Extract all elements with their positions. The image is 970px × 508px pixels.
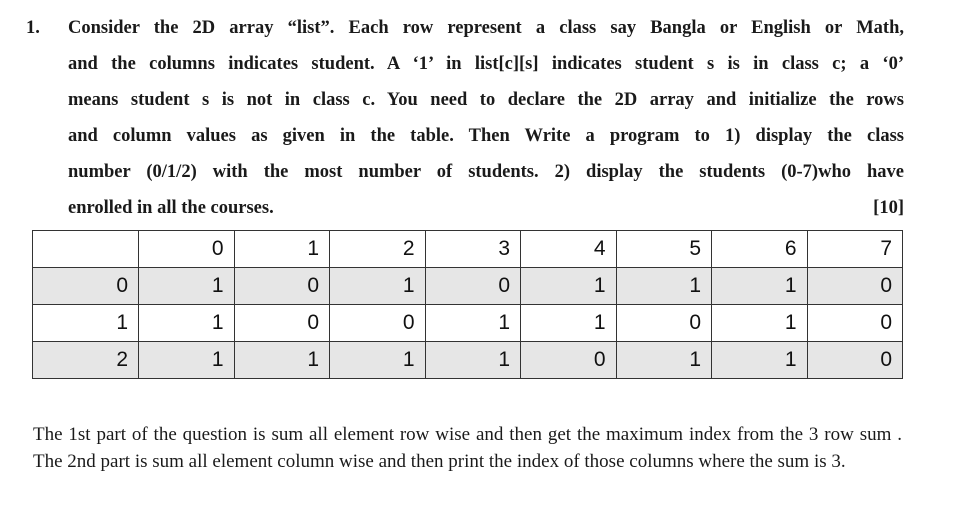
table-corner-cell [33,231,139,268]
column-header: 4 [521,231,617,268]
question-line-2: and the columns indicates student. A ‘1’ in list[c][s] indicates student s is in class c; a ‘0’ [68,54,904,74]
table-cell: 1 [139,305,235,342]
question-number: 1. [26,18,40,38]
table-cell: 0 [330,305,426,342]
column-header: 7 [807,231,903,268]
table-cell: 0 [807,305,903,342]
table-cell: 1 [616,268,712,305]
table-row [33,268,903,305]
answer-paragraph: The 1st part of the question is sum all element row wise and then get the maximum index from the 3 row sum . The 2nd part is sum all element column wise and then print the index of those columns where the sum is 3. [33,424,902,472]
table-cell: 1 [521,305,617,342]
table-cell: 0 [616,305,712,342]
column-header: 3 [425,231,521,268]
table-cell: 0 [807,268,903,305]
row-label: 2 [33,342,139,379]
table-cell: 1 [234,342,330,379]
table-cell: 1 [330,268,426,305]
column-header: 2 [330,231,426,268]
table-row [33,342,903,379]
table-cell: 0 [807,342,903,379]
table-cell: 1 [139,342,235,379]
table-cell: 1 [139,268,235,305]
table-cell: 1 [712,305,808,342]
question-line-4: and column values as given in the table. Then Write a program to 1) display the class [68,126,904,146]
column-header: 1 [234,231,330,268]
table-cell: 0 [234,268,330,305]
table-header-row [33,231,903,268]
table-cell: 1 [521,268,617,305]
table-cell: 1 [712,268,808,305]
column-header: 0 [139,231,235,268]
table-cell: 1 [330,342,426,379]
column-header: 6 [712,231,808,268]
table-cell: 0 [234,305,330,342]
table-cell: 0 [425,268,521,305]
question-marks: [10] [873,198,904,218]
table-cell: 0 [521,342,617,379]
class-student-table [32,230,903,379]
table-row [33,305,903,342]
question-line-1: Consider the 2D array “list”. Each row represent a class say Bangla or English or Math, [68,18,904,38]
table-cell: 1 [712,342,808,379]
table-cell: 1 [425,305,521,342]
row-label: 1 [33,305,139,342]
column-header: 5 [616,231,712,268]
table-cell: 1 [616,342,712,379]
question-line-3: means student s is not in class c. You need to declare the 2D array and initialize the rows [68,90,904,110]
row-label: 0 [33,268,139,305]
question-line-5: number (0/1/2) with the most number of students. 2) display the students (0-7)who have [68,162,904,182]
question-line-6: enrolled in all the courses. [68,198,274,218]
table-cell: 1 [425,342,521,379]
